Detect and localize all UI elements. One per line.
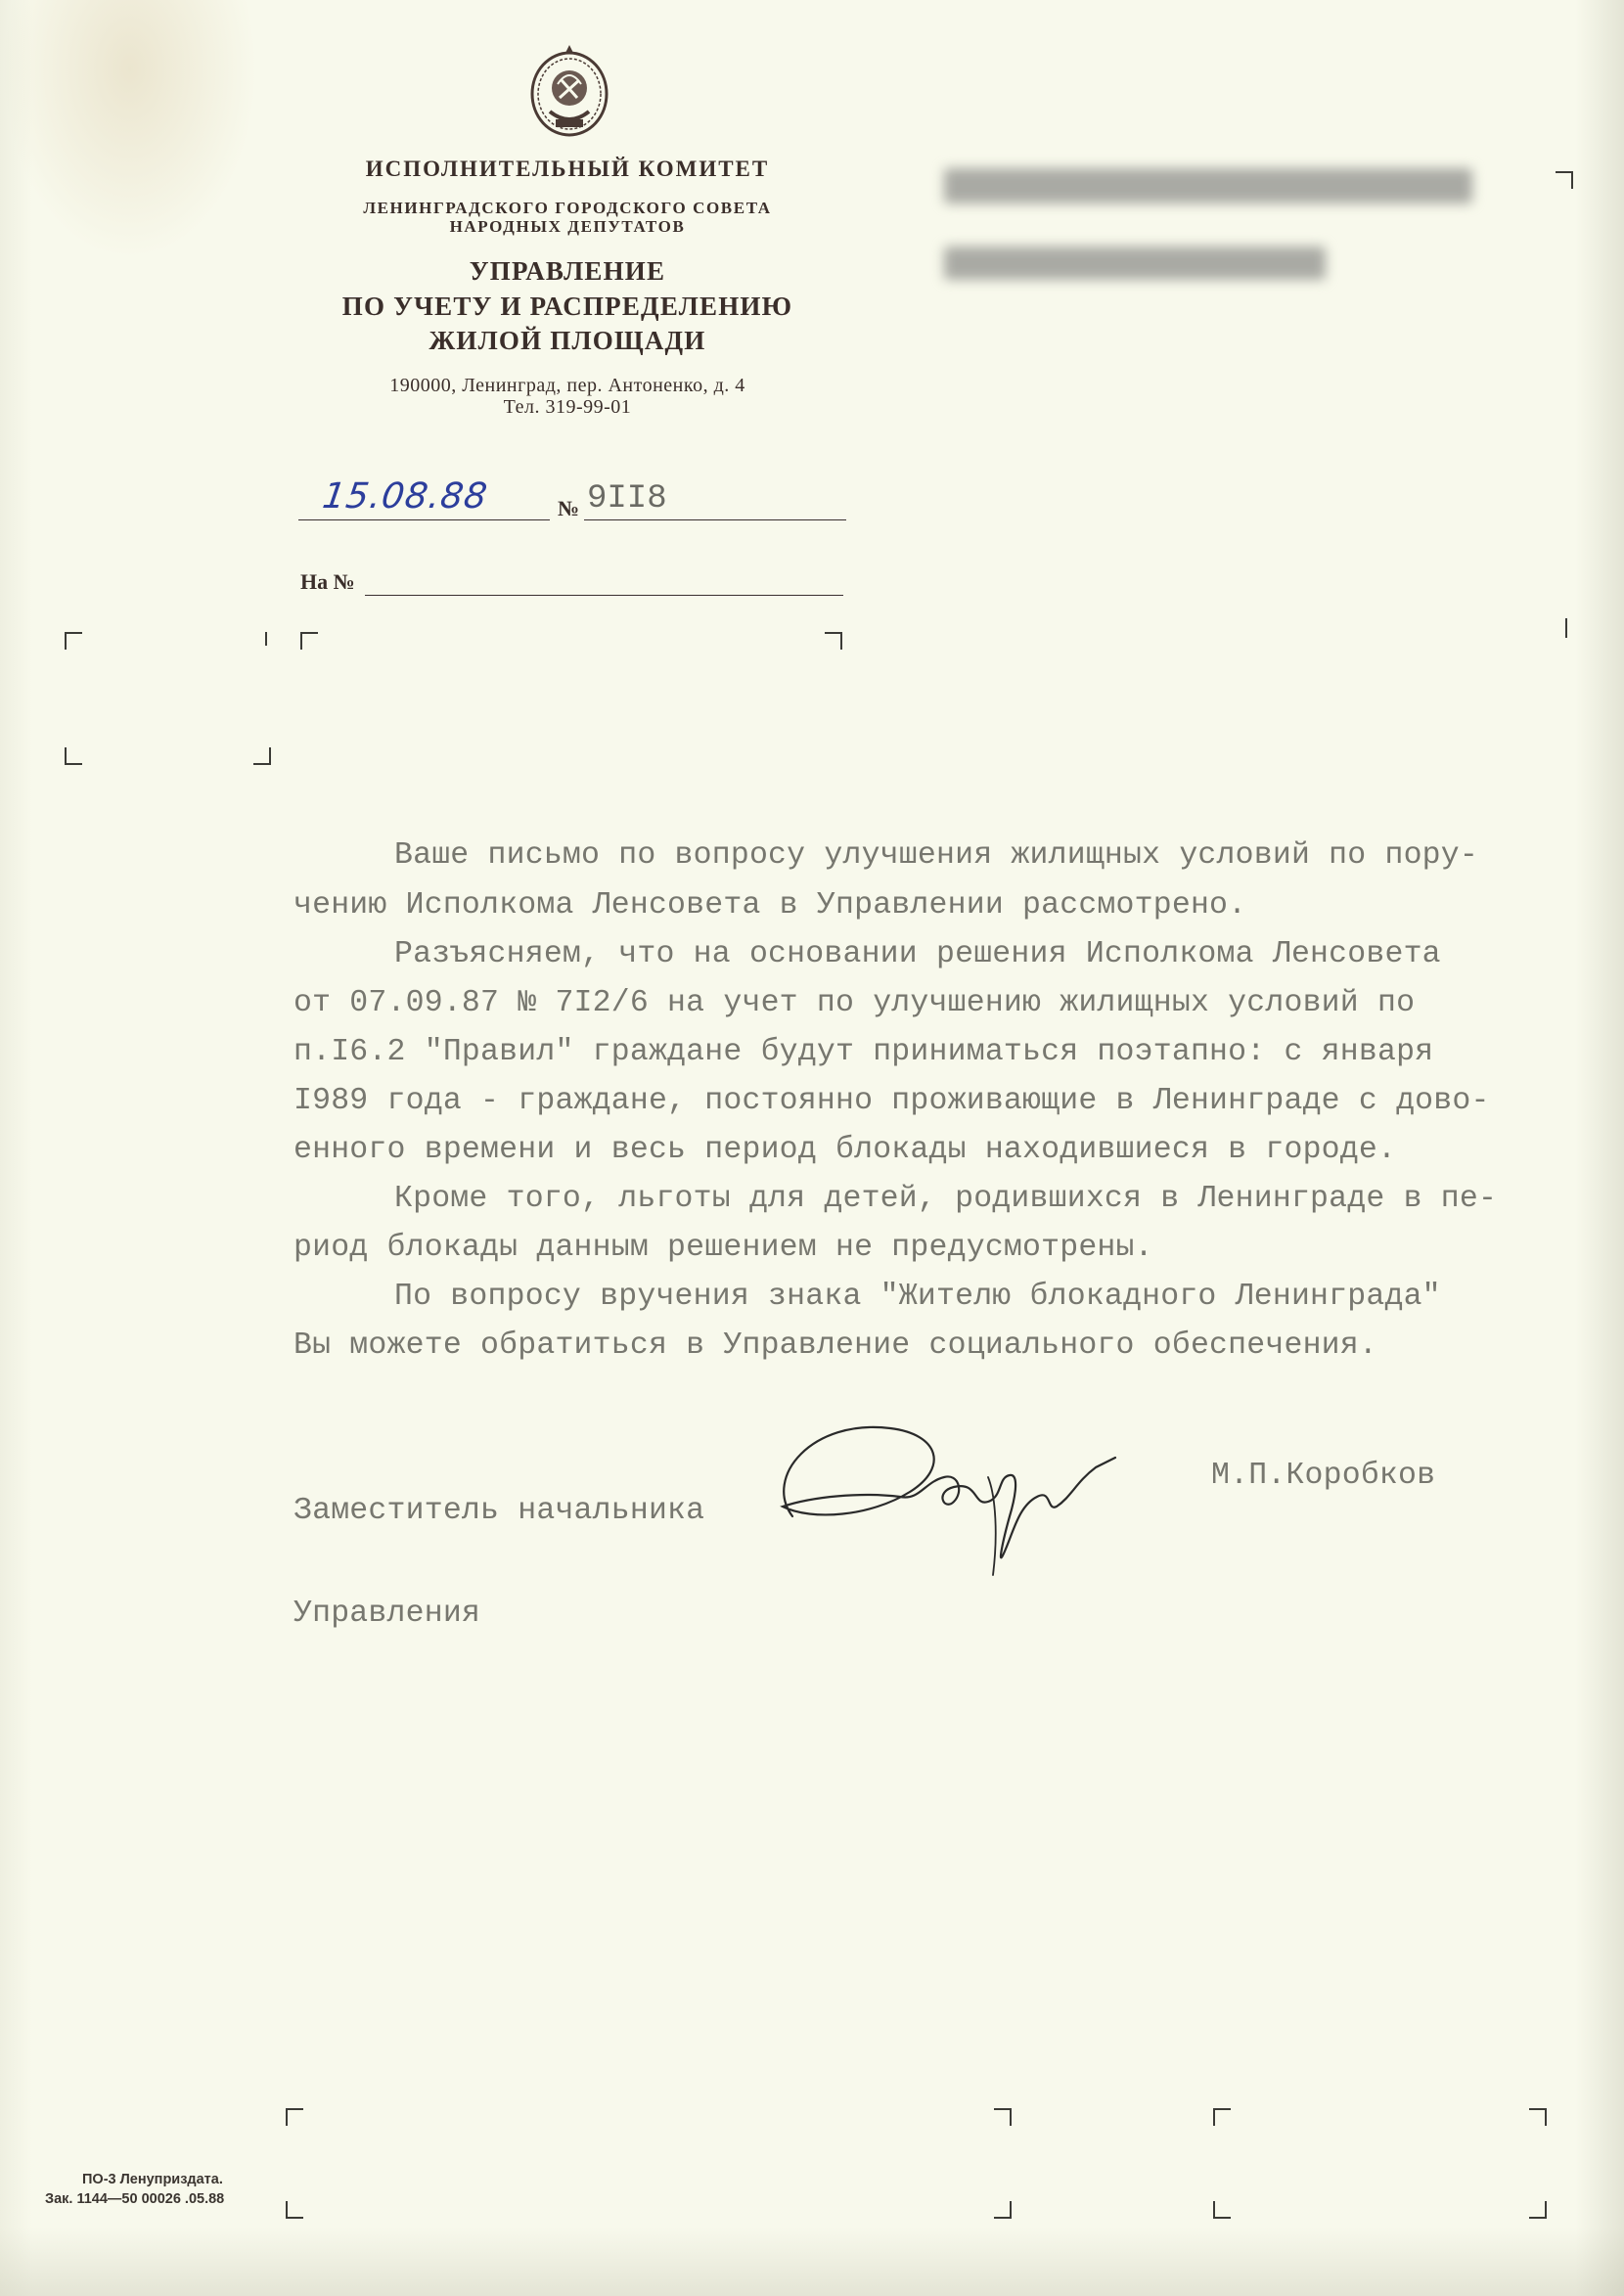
corner-mark — [1565, 618, 1567, 638]
date-underline — [298, 518, 550, 520]
corner-mark — [1529, 2108, 1547, 2126]
redacted-addressee — [944, 168, 1492, 286]
corner-mark — [286, 2108, 303, 2126]
corner-mark — [1213, 2201, 1231, 2219]
letterhead-committee: ИСПОЛНИТЕЛЬНЫЙ КОМИТЕТ — [365, 157, 770, 181]
body-line: I989 года - граждане, постоянно проживающие в Ленинграде с дово- — [293, 1084, 1490, 1118]
printer-imprint-line2: Зак. 1144—50 00026 .05.88 — [45, 2191, 225, 2207]
corner-mark — [65, 632, 82, 650]
letterhead-department-line3: ЖИЛОЙ ПЛОЩАДИ — [429, 326, 706, 355]
corner-mark — [1529, 2201, 1547, 2219]
corner-mark — [300, 632, 318, 650]
outgoing-number: 9II8 — [587, 480, 667, 518]
corner-mark — [825, 632, 842, 650]
body-line: Кроме того, льготы для детей, родившихся в Ленинграде в пе- — [394, 1182, 1498, 1216]
handwritten-date: 15.08.88 — [320, 476, 491, 517]
corner-mark — [253, 747, 271, 765]
body-line: Вы можете обратиться в Управление социального обеспечения. — [293, 1328, 1377, 1363]
letterhead-department-line2: ПО УЧЕТУ И РАСПРЕДЕЛЕНИЮ — [341, 292, 793, 321]
corner-mark — [1213, 2108, 1231, 2126]
body-line: Ваше письмо по вопросу улучшения жилищных условий по пору- — [394, 838, 1478, 873]
letterhead-council-line2: НАРОДНЫХ ДЕПУТАТОВ — [449, 217, 686, 236]
corner-mark — [994, 2201, 1012, 2219]
number-underline — [584, 518, 846, 520]
signatory-role — [293, 1425, 704, 1699]
letterhead-address: 190000, Ленинград, пер. Антоненко, д. 4 — [389, 375, 745, 396]
body-line: чению Исполкома Ленсовета в Управлении рассмотрено. — [293, 888, 1247, 923]
letterhead-department-line1: УПРАВЛЕНИЕ — [469, 256, 666, 286]
body-line: п.I6.2 "Правил" граждане будут приниматься поэтапно: с января — [293, 1035, 1434, 1069]
corner-mark — [1556, 171, 1573, 189]
signatory-role-line2: Управления — [293, 1597, 481, 1631]
printer-imprint-line1: ПО-3 Ленуприздата. — [82, 2172, 223, 2187]
letterhead-phone: Тел. 319-99-01 — [503, 396, 632, 418]
corner-mark — [994, 2108, 1012, 2126]
signatory-role-line1: Заместитель начальника — [293, 1494, 705, 1528]
letterhead-council-line1: ЛЕНИНГРАДСКОГО ГОРОДСКОГО СОВЕТА — [363, 199, 772, 217]
reference-number-underline — [365, 594, 843, 596]
body-line: Разъясняем, что на основании решения Исполкома Ленсовета — [394, 937, 1441, 971]
corner-mark — [286, 2201, 303, 2219]
body-line: риод блокады данным решением не предусмотрены. — [293, 1231, 1153, 1265]
body-line: от 07.09.87 № 7I2/6 на учет по улучшению жилищных условий по — [293, 986, 1416, 1020]
reference-number-label: На № — [300, 569, 355, 594]
corner-mark — [265, 632, 267, 646]
body-line: По вопросу вручения знака "Жителю блокадного Ленинграда" — [394, 1280, 1441, 1314]
state-emblem-icon — [520, 37, 618, 145]
signatory-name: М.П.Коробков — [1211, 1459, 1436, 1493]
handwritten-signature — [753, 1399, 1125, 1585]
body-line: енного времени и весь период блокады находившиеся в городе. — [293, 1133, 1397, 1167]
number-sign: № — [558, 496, 580, 520]
corner-mark — [65, 747, 82, 765]
